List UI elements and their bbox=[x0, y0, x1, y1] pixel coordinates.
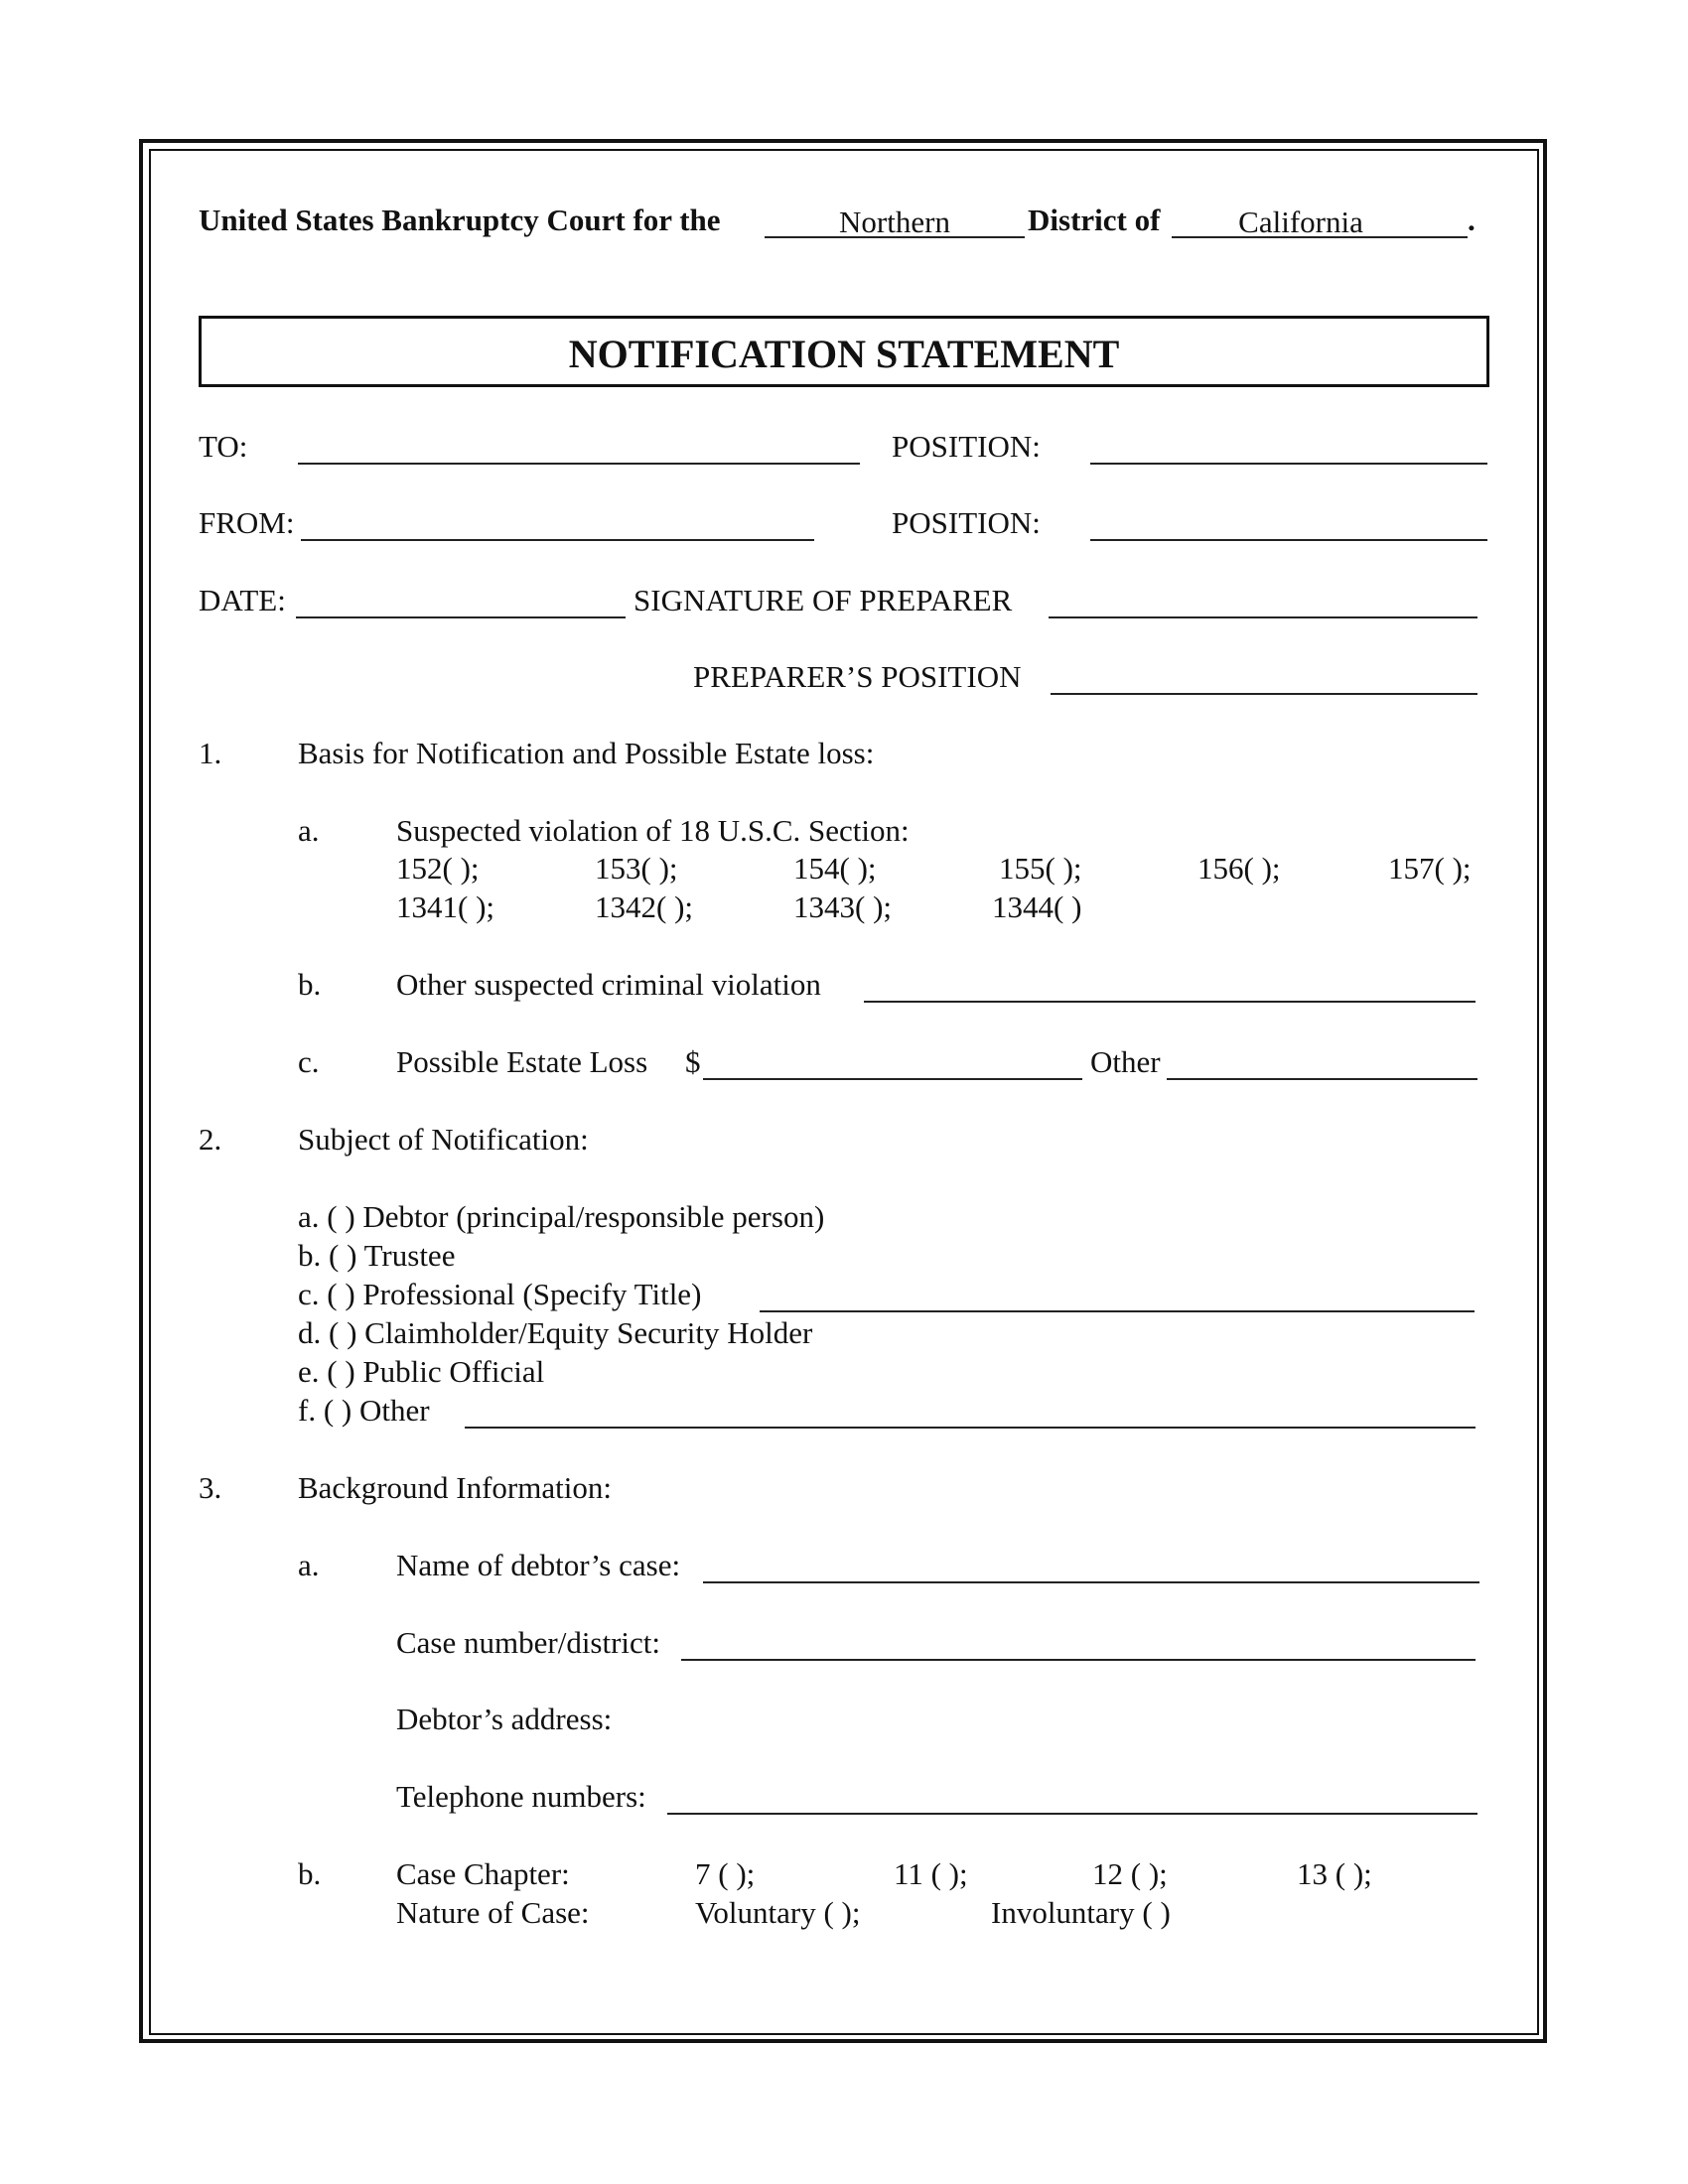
case-chapter-label: Case Chapter: bbox=[396, 1856, 570, 1891]
section1-a-letter: a. bbox=[298, 813, 320, 848]
section-156[interactable]: 156( ); bbox=[1197, 851, 1281, 886]
involuntary-option[interactable]: Involuntary ( ) bbox=[991, 1895, 1171, 1930]
section-1342[interactable]: 1342( ); bbox=[595, 889, 694, 924]
date-label: DATE: bbox=[199, 583, 286, 617]
other-criminal-violation-field[interactable] bbox=[864, 1001, 1476, 1003]
estate-loss-other-field[interactable] bbox=[1167, 1078, 1477, 1080]
estate-loss-other-label: Other bbox=[1090, 1044, 1161, 1079]
chapter-11-option[interactable]: 11 ( ); bbox=[894, 1856, 968, 1891]
section1-b-text: Other suspected criminal violation bbox=[396, 967, 821, 1002]
section-155[interactable]: 155( ); bbox=[999, 851, 1082, 886]
section-1343[interactable]: 1343( ); bbox=[793, 889, 893, 924]
to-field[interactable] bbox=[298, 463, 860, 465]
section-1341[interactable]: 1341( ); bbox=[396, 889, 495, 924]
state-name-field[interactable]: California bbox=[1238, 205, 1363, 239]
section2-heading: Subject of Notification: bbox=[298, 1122, 589, 1157]
position-label-1: POSITION: bbox=[892, 429, 1041, 464]
section3-b-letter: b. bbox=[298, 1856, 322, 1891]
from-position-field[interactable] bbox=[1090, 539, 1487, 541]
section3-heading: Background Information: bbox=[298, 1470, 612, 1505]
section1-c-letter: c. bbox=[298, 1044, 320, 1079]
signature-label: SIGNATURE OF PREPARER bbox=[633, 583, 1013, 617]
section1-heading: Basis for Notification and Possible Estate loss: bbox=[298, 736, 875, 770]
date-field[interactable] bbox=[296, 616, 626, 618]
from-label: FROM: bbox=[199, 505, 295, 540]
section1-c-text: Possible Estate Loss bbox=[396, 1044, 648, 1079]
to-position-field[interactable] bbox=[1090, 463, 1487, 465]
dollar-sign: $ bbox=[685, 1044, 701, 1079]
section3-number: 3. bbox=[199, 1470, 222, 1505]
chapter-7-option[interactable]: 7 ( ); bbox=[695, 1856, 756, 1891]
inner-border bbox=[149, 149, 1539, 2035]
subject-option-debtor[interactable]: a. ( ) Debtor (principal/responsible person) bbox=[298, 1199, 825, 1234]
section1-b-letter: b. bbox=[298, 967, 322, 1002]
debtor-case-name-label: Name of debtor’s case: bbox=[396, 1548, 681, 1582]
chapter-12-option[interactable]: 12 ( ); bbox=[1092, 1856, 1168, 1891]
debtor-case-name-field[interactable] bbox=[703, 1581, 1479, 1583]
debtor-address-label: Debtor’s address: bbox=[396, 1702, 613, 1736]
section2-number: 2. bbox=[199, 1122, 222, 1157]
header-period: . bbox=[1468, 203, 1476, 237]
title-box bbox=[199, 316, 1489, 387]
case-number-label: Case number/district: bbox=[396, 1625, 661, 1660]
section3-a-letter: a. bbox=[298, 1548, 320, 1582]
professional-title-field[interactable] bbox=[760, 1310, 1475, 1312]
page-title: NOTIFICATION STATEMENT bbox=[568, 332, 1120, 376]
district-of-label: District of bbox=[1028, 203, 1161, 237]
subject-option-trustee[interactable]: b. ( ) Trustee bbox=[298, 1238, 456, 1273]
section-153[interactable]: 153( ); bbox=[595, 851, 678, 886]
subject-option-claimholder[interactable]: d. ( ) Claimholder/Equity Security Holder bbox=[298, 1315, 813, 1350]
section-154[interactable]: 154( ); bbox=[793, 851, 877, 886]
case-number-field[interactable] bbox=[681, 1659, 1476, 1661]
position-label-2: POSITION: bbox=[892, 505, 1041, 540]
court-prefix: United States Bankruptcy Court for the bbox=[199, 203, 721, 237]
district-name-field[interactable]: Northern bbox=[839, 205, 950, 239]
estate-loss-amount-field[interactable] bbox=[703, 1078, 1082, 1080]
section-157[interactable]: 157( ); bbox=[1388, 851, 1472, 886]
to-label: TO: bbox=[199, 429, 248, 464]
subject-option-public-official[interactable]: e. ( ) Public Official bbox=[298, 1354, 545, 1389]
from-field[interactable] bbox=[301, 539, 814, 541]
subject-other-field[interactable] bbox=[465, 1427, 1476, 1429]
section1-number: 1. bbox=[199, 736, 222, 770]
telephone-field[interactable] bbox=[667, 1813, 1477, 1815]
subject-option-other[interactable]: f. ( ) Other bbox=[298, 1393, 430, 1428]
preparer-position-label: PREPARER’S POSITION bbox=[693, 659, 1022, 694]
preparer-position-field[interactable] bbox=[1051, 693, 1477, 695]
nature-of-case-label: Nature of Case: bbox=[396, 1895, 590, 1930]
subject-option-professional[interactable]: c. ( ) Professional (Specify Title) bbox=[298, 1277, 702, 1311]
section-152[interactable]: 152( ); bbox=[396, 851, 480, 886]
telephone-label: Telephone numbers: bbox=[396, 1779, 646, 1814]
signature-field[interactable] bbox=[1049, 616, 1477, 618]
voluntary-option[interactable]: Voluntary ( ); bbox=[695, 1895, 861, 1930]
chapter-13-option[interactable]: 13 ( ); bbox=[1297, 1856, 1372, 1891]
section1-a-text: Suspected violation of 18 U.S.C. Section: bbox=[396, 813, 910, 848]
section-1344[interactable]: 1344( ) bbox=[992, 889, 1082, 924]
